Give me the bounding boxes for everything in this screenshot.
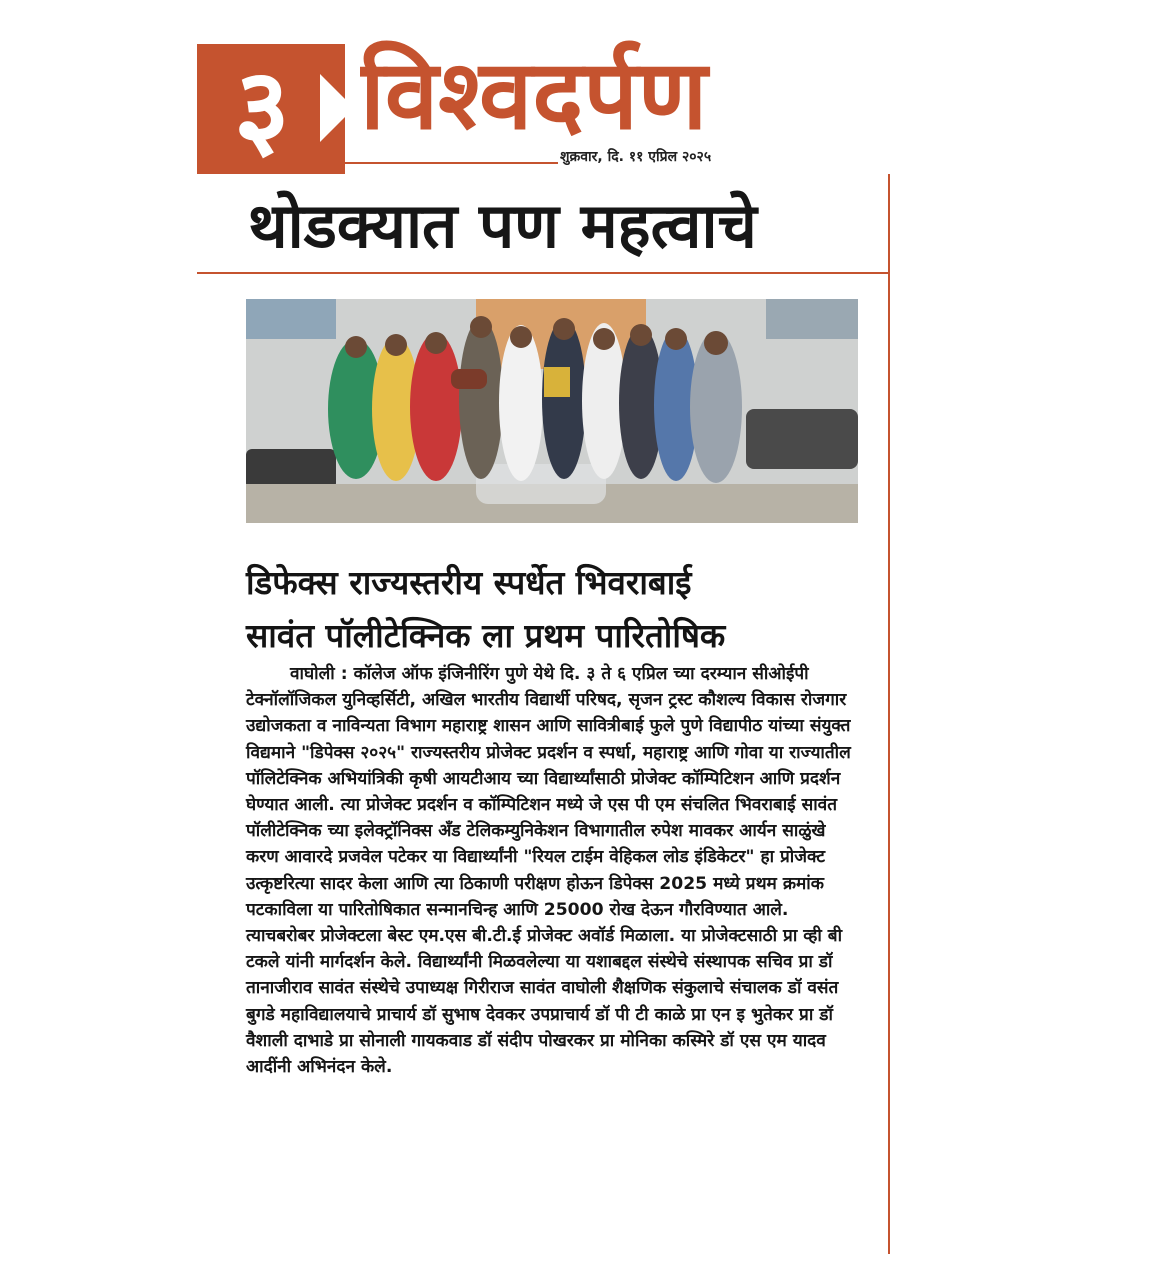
masthead-title: विश्वदर्पण [360, 40, 708, 150]
news-photo [246, 299, 858, 523]
date-rule [345, 162, 558, 164]
column-rule [888, 174, 890, 1254]
masthead-arrow-shape [320, 74, 354, 142]
article-body-text: वाघोली : कॉलेज ऑफ इंजिनीरिंग पुणे येथे दि. ३ ते ६ एप्रिल च्या दरम्यान सीओईपी टेक्नॉलॉजिकल युनिव्हर्सिटी, अखिल भारतीय विद्यार्थी परिषद, सृजन ट्रस्ट कौशल्य विकास रोजगार उद्योजकता व नाविन्यता विभाग महाराष्ट्र शासन आणि सावित्रीबाई फुले पुणे विद्यापीठ यांच्या संयुक्त विद्यमाने "डिपेक्स २०२५" राज्यस्तरीय प्रोजेक्ट प्रदर्शन व स्पर्धा, महाराष्ट्र आणि गोवा या राज्यातील पॉलिटेक्निक अभियांत्रिकी कृषी आयटीआय च्या विद्यार्थ्यांसाठी प्रोजेक्ट कॉम्पिटिशन आणि प्रदर्शन घेण्यात आली. त्या प्रोजेक्ट प्रदर्शन व कॉम्पिटिशन मध्ये जे एस पी एम संचलित भिवराबाई सावंत पॉलीटेक्निक च्या इलेक्ट्रॉनिक्स अँड टेलिकम्युनिकेशन विभागातील रुपेश मावकर आर्यन साळुंखे करण आवारदे प्रजवेल पटेकर या विद्यार्थ्यांनी "रियल टाईम वेहिकल लोड इंडिकेटर" हा प्रोजेक्ट उत्कृष्टरित्या सादर केला आणि त्या ठिकाणी परीक्षण होऊन डिपेक्स 2025 मध्ये प्रथम क्रमांक पटकाविला या पारितोषिकात सन्मानचिन्ह आणि 25000 रोख देऊन गौरविण्यात आले. त्याचबरोबर प्रोजेक्टला बेस्ट एम.एस बी.टी.ई प्रोजेक्ट अवॉर्ड मिळाला. या प्रोजेक्टसाठी प्रा व्ही बी टकले यांनी मार्गदर्शन केले. विद्यार्थ्यांनी मिळवलेल्या या यशाबद्दल संस्थेचे संस्थापक सचिव प्रा डॉ तानाजीराव सावंत संस्थेचे उपाध्यक्ष गिरीराज सावंत वाघोली शैक्षणिक संकुलाचे संचालक डॉ वसंत बुगडे महाविद्यालयाचे प्राचार्य डॉ सुभाष देवकर उपप्राचार्य डॉ पी टी काळे प्रा एन इ भुतेकर प्रा डॉ वैशाली दाभाडे प्रा सोनाली गायकवाड डॉ संदीप पोखरकर प्रा मोनिका कस्मिरे डॉ एस एम यादव आदींनी अभिनंदन केले. [246, 664, 851, 1078]
headline-line-2: सावंत पॉलीटेक्निक ला प्रथम पारितोषिक [246, 616, 726, 655]
article-headline [246, 556, 866, 662]
section-title: थोडक्यात पण महत्वाचे [248, 189, 757, 262]
article-body [246, 661, 862, 1080]
section-rule [197, 272, 890, 274]
logo-numeral: ३ [233, 46, 291, 171]
headline-line-1: डिफेक्स राज्यस्तरीय स्पर्धेत भिवराबाई [246, 563, 692, 602]
publication-date: शुक्रवार, दि. ११ एप्रिल २०२५ [560, 149, 712, 165]
